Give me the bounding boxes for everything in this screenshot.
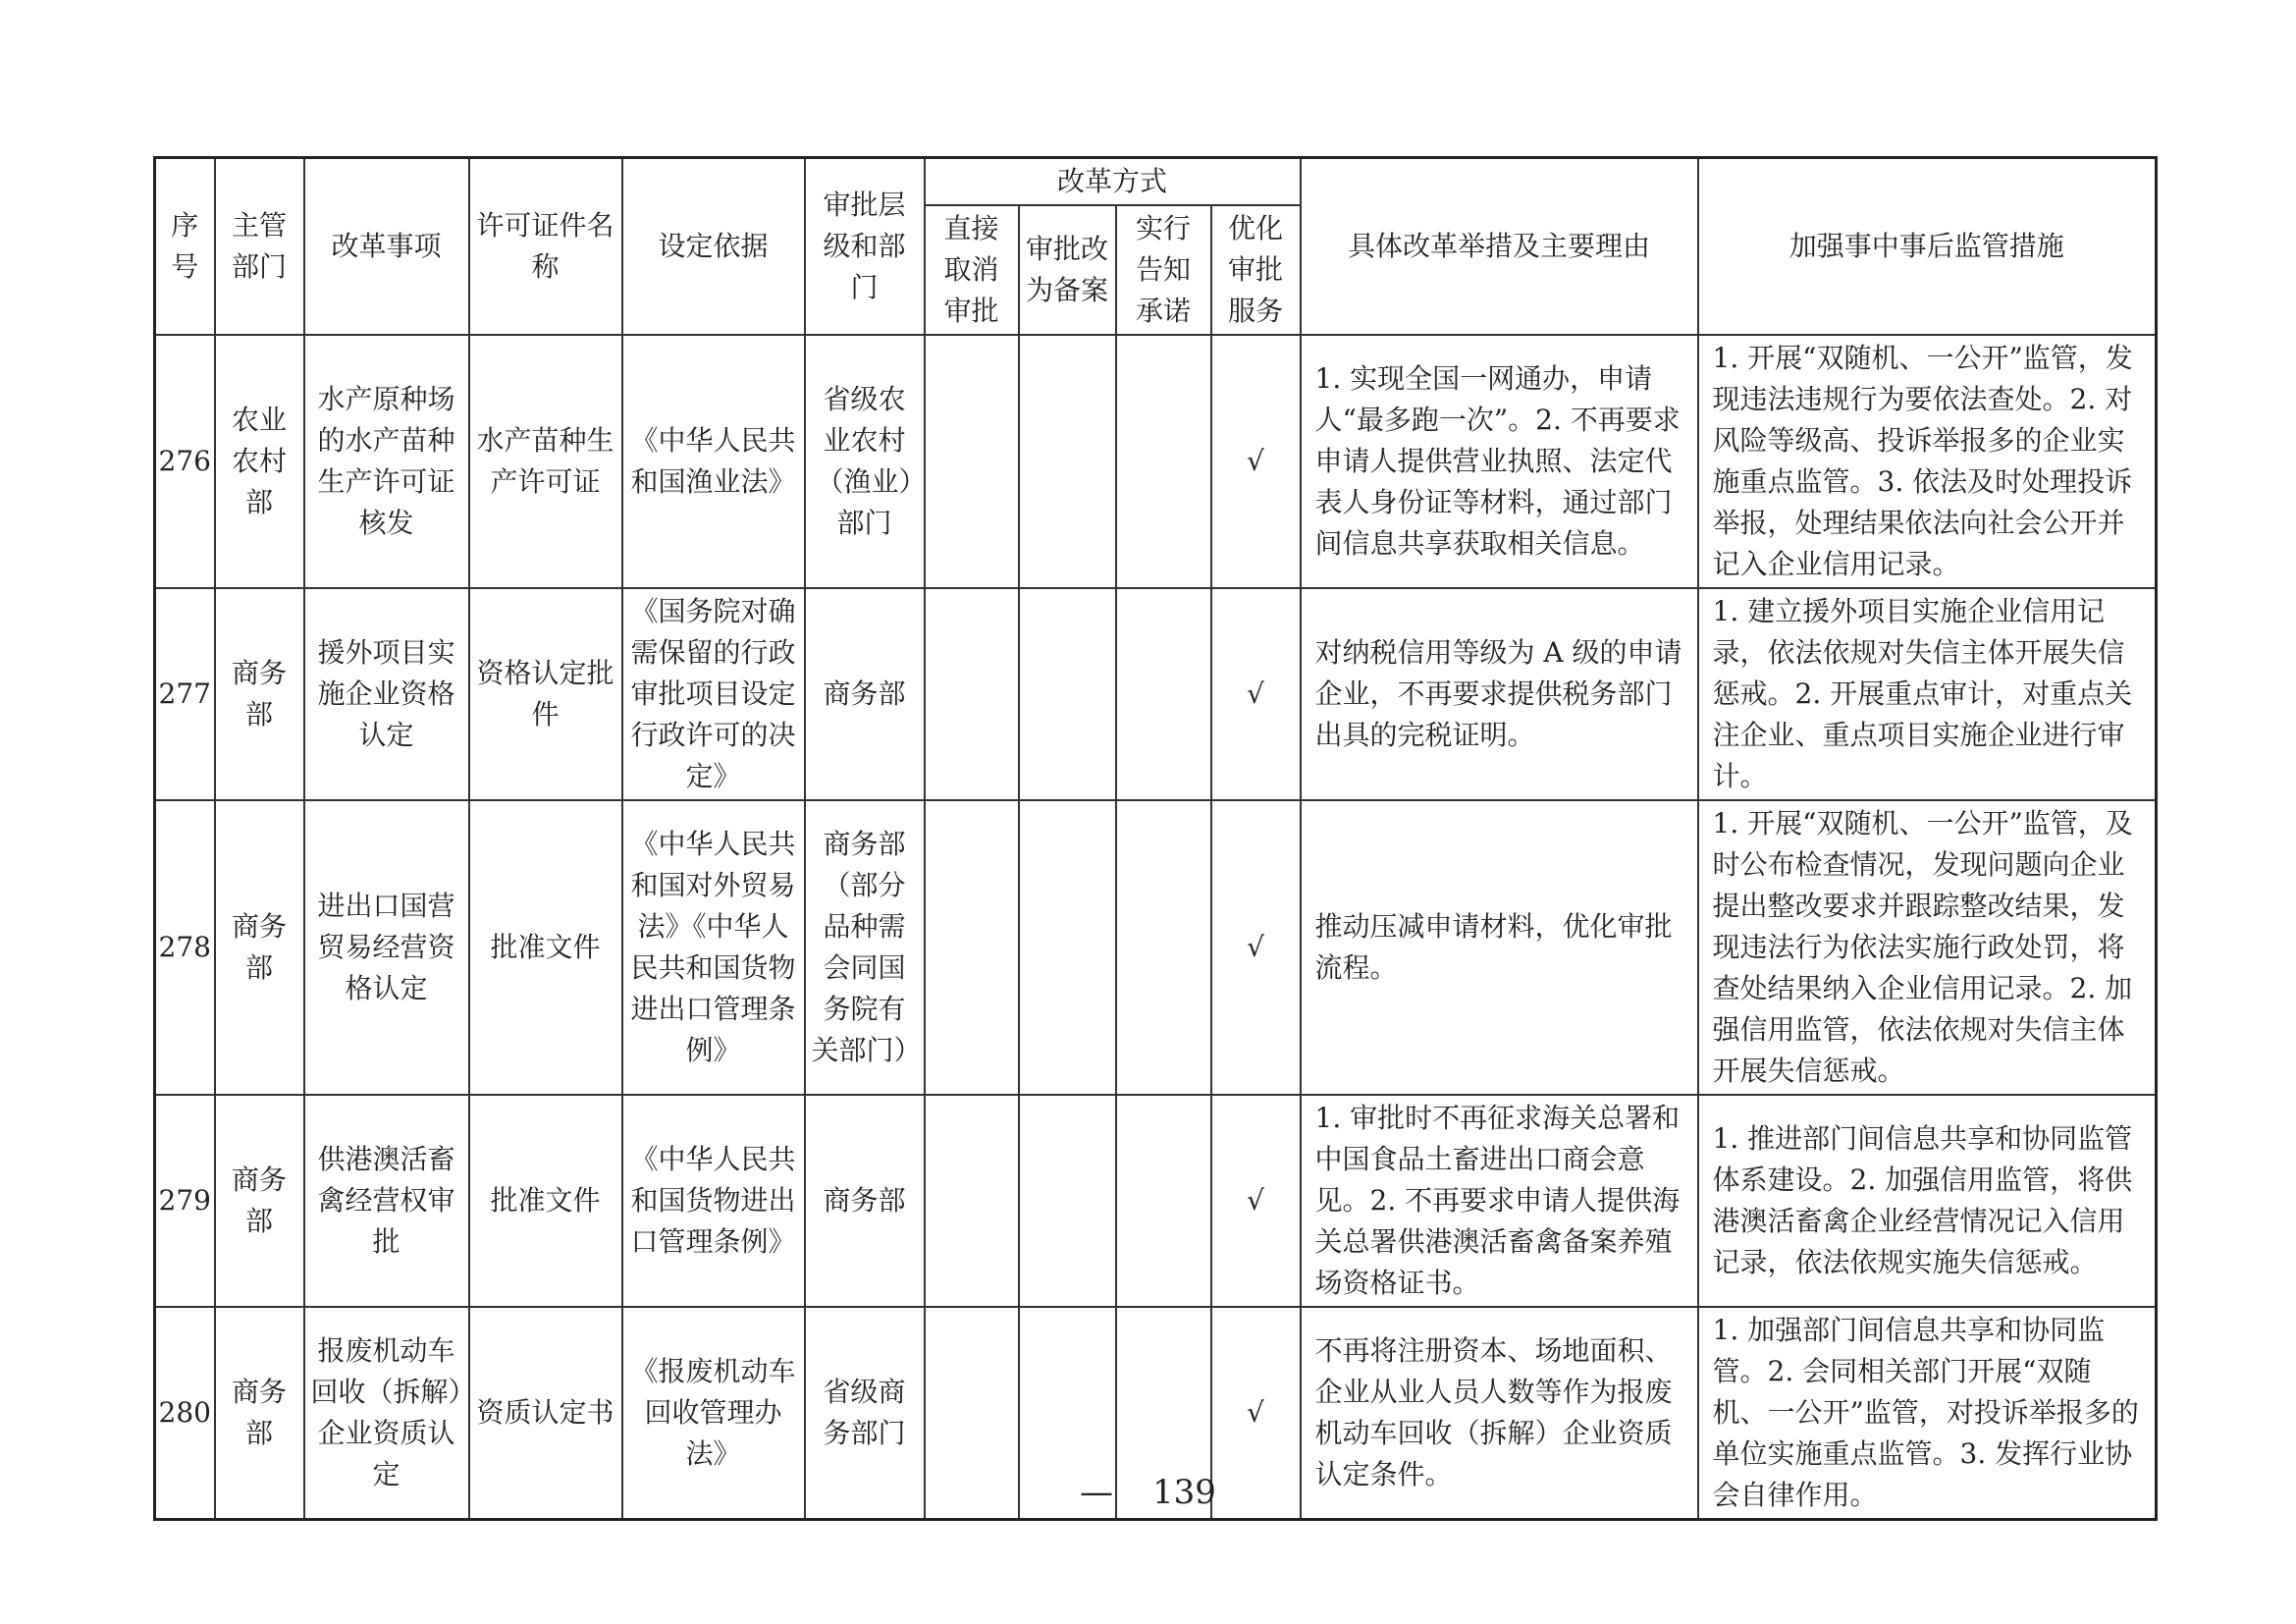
row-license: 资格认定批件 (469, 588, 622, 800)
header-method-cancel: 直接取消审批 (925, 205, 1019, 335)
row-dept: 商务部 (215, 588, 304, 800)
row-method-commitment (1116, 335, 1211, 588)
page-number: 139 (1152, 1473, 1216, 1512)
header-method-commitment: 实行告知承诺 (1116, 205, 1211, 335)
row-seq: 279 (155, 1095, 215, 1307)
row-level: 商务部 (805, 588, 925, 800)
table-row (155, 588, 2157, 800)
row-measures: 1. 实现全国一网通办，申请人“最多跑一次”。2. 不再要求申请人提供营业执照、法定代表人身份证等材料，通过部门间信息共享获取相关信息。 (1301, 335, 1698, 588)
row-license: 资质认定书 (469, 1307, 622, 1520)
row-supervision: 1. 开展“双随机、一公开”监管，发现违法违规行为要依法查处。2. 对风险等级高、投诉举报多的企业实施重点监管。3. 依法及时处理投诉举报，处理结果依法向社会公开并记入企业信用记录。 (1698, 335, 2157, 588)
row-method-commitment (1116, 588, 1211, 800)
row-method-commitment (1116, 800, 1211, 1095)
header-method-filing: 审批改为备案 (1019, 205, 1116, 335)
row-item: 供港澳活畜禽经营权审批 (304, 1095, 469, 1307)
row-level: 商务部（部分品种需会同国务院有关部门） (805, 800, 925, 1095)
row-license: 水产苗种生产许可证 (469, 335, 622, 588)
table-row (155, 335, 2157, 588)
row-method-cancel (925, 800, 1019, 1095)
header-item: 改革事项 (304, 158, 469, 336)
header-license: 许可证件名称 (469, 158, 622, 336)
row-seq: 277 (155, 588, 215, 800)
row-level: 省级农业农村（渔业）部门 (805, 335, 925, 588)
row-item: 援外项目实施企业资格认定 (304, 588, 469, 800)
row-measures: 推动压减申请材料，优化审批流程。 (1301, 800, 1698, 1095)
row-basis: 《报废机动车回收管理办法》 (622, 1307, 805, 1520)
row-measures: 对纳税信用等级为 A 级的申请企业，不再要求提供税务部门出具的完税证明。 (1301, 588, 1698, 800)
row-measures: 不再将注册资本、场地面积、企业从业人员人数等作为报废机动车回收（拆解）企业资质认定条件。 (1301, 1307, 1698, 1520)
header-reform-method: 改革方式 (925, 158, 1301, 206)
row-supervision: 1. 开展“双随机、一公开”监管，及时公布检查情况，发现问题向企业提出整改要求并跟踪整改结果，发现违法行为依法实施行政处罚，将查处结果纳入企业信用记录。2. 加强信用监管，依法依规对失信主体开展失信惩戒。 (1698, 800, 2157, 1095)
row-dept: 商务部 (215, 1095, 304, 1307)
row-seq: 276 (155, 335, 215, 588)
header-level: 审批层级和部门 (805, 158, 925, 336)
row-basis: 《中华人民共和国对外贸易法》《中华人民共和国货物进出口管理条例》 (622, 800, 805, 1095)
row-method-filing (1019, 800, 1116, 1095)
row-seq: 280 (155, 1307, 215, 1520)
row-method-cancel (925, 1095, 1019, 1307)
row-method-commitment (1116, 1095, 1211, 1307)
row-item: 报废机动车回收（拆解）企业资质认定 (304, 1307, 469, 1520)
row-level: 商务部 (805, 1095, 925, 1307)
header-supervision: 加强事中事后监管措施 (1698, 158, 2157, 336)
row-method-filing (1019, 588, 1116, 800)
row-supervision: 1. 推进部门间信息共享和协同监管体系建设。2. 加强信用监管，将供港澳活畜禽企业经营情况记入信用记录，依法依规实施失信惩戒。 (1698, 1095, 2157, 1307)
table-row (155, 1095, 2157, 1307)
page-footer (0, 1473, 2296, 1512)
row-basis: 《中华人民共和国货物进出口管理条例》 (622, 1095, 805, 1307)
header-measures: 具体改革举措及主要理由 (1301, 158, 1698, 336)
table-row (155, 800, 2157, 1095)
header-seq: 序号 (155, 158, 215, 336)
row-method-cancel (925, 588, 1019, 800)
row-license: 批准文件 (469, 800, 622, 1095)
row-method-filing (1019, 335, 1116, 588)
row-license: 批准文件 (469, 1095, 622, 1307)
row-method-optimize: √ (1211, 588, 1301, 800)
row-method-cancel (925, 335, 1019, 588)
row-measures: 1. 审批时不再征求海关总署和中国食品土畜进出口商会意见。2. 不再要求申请人提供海关总署供港澳活畜禽备案养殖场资格证书。 (1301, 1095, 1698, 1307)
row-basis: 《中华人民共和国渔业法》 (622, 335, 805, 588)
header-basis: 设定依据 (622, 158, 805, 336)
row-method-optimize: √ (1211, 1095, 1301, 1307)
row-method-optimize: √ (1211, 1307, 1301, 1520)
row-supervision: 1. 建立援外项目实施企业信用记录，依法依规对失信主体开展失信惩戒。2. 开展重点审计，对重点关注企业、重点项目实施企业进行审计。 (1698, 588, 2157, 800)
row-basis: 《国务院对确需保留的行政审批项目设定行政许可的决定》 (622, 588, 805, 800)
reform-table (153, 156, 2158, 1521)
row-item: 进出口国营贸易经营资格认定 (304, 800, 469, 1095)
header-dept: 主管部门 (215, 158, 304, 336)
row-method-filing (1019, 1095, 1116, 1307)
row-dept: 商务部 (215, 800, 304, 1095)
footer-dash: — (1080, 1473, 1114, 1512)
row-method-optimize: √ (1211, 335, 1301, 588)
row-supervision: 1. 加强部门间信息共享和协同监管。2. 会同相关部门开展“双随机、一公开”监管，对投诉举报多的单位实施重点监管。3. 发挥行业协会自律作用。 (1698, 1307, 2157, 1520)
row-item: 水产原种场的水产苗种生产许可证核发 (304, 335, 469, 588)
row-dept: 农业农村部 (215, 335, 304, 588)
header-method-optimize: 优化审批服务 (1211, 205, 1301, 335)
header-row-1 (155, 158, 2157, 206)
row-method-optimize: √ (1211, 800, 1301, 1095)
row-dept: 商务部 (215, 1307, 304, 1520)
row-seq: 278 (155, 800, 215, 1095)
row-level: 省级商务部门 (805, 1307, 925, 1520)
